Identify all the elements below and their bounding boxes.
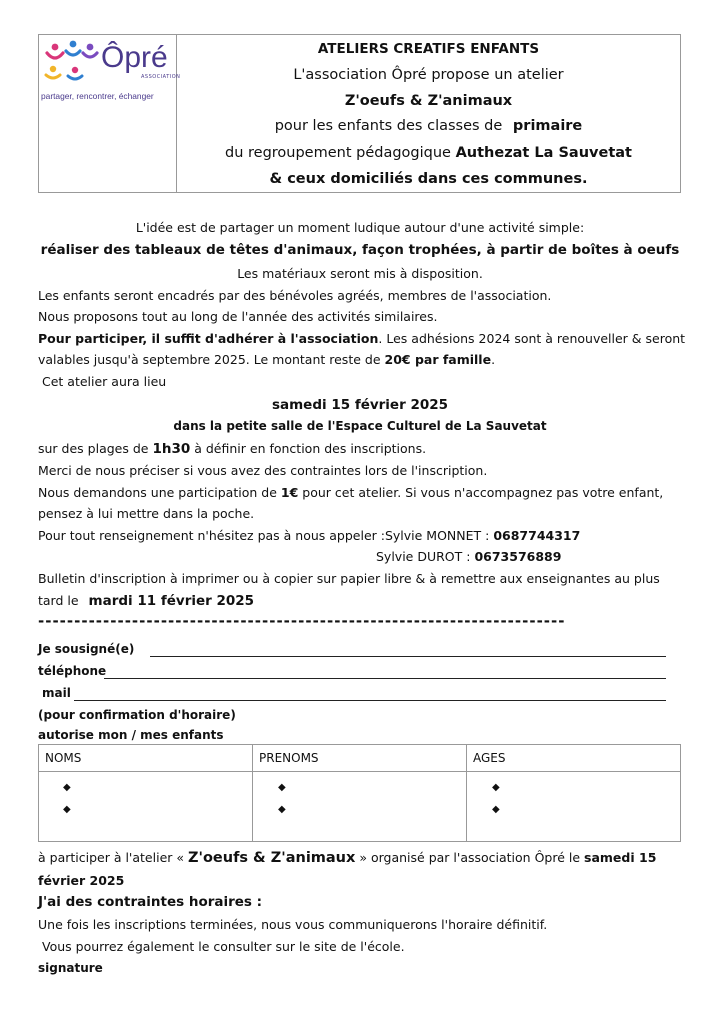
header-prenoms: PRENOMS — [259, 751, 319, 765]
deadline-date: mardi 11 février 2025 — [88, 593, 255, 609]
slots-line — [38, 441, 426, 457]
activity-text: réaliser des tableaux de têtes d'animaux, façon trophées, à partir de boîtes à oeufs — [40, 242, 680, 258]
workshop-pre: à participer à l'atelier « — [38, 850, 185, 865]
bullet-icon: ◆ — [492, 804, 500, 815]
logo-name: Ôpré — [101, 41, 168, 74]
event-place: dans la petite salle de l'Espace Culturel de La Sauvetat — [173, 419, 547, 433]
mail-fill-line[interactable] — [74, 700, 666, 701]
constraints-text: Merci de nous préciser si vous avez des contraintes lors de l'inscription. — [38, 463, 488, 478]
logo-cell — [39, 35, 181, 192]
header-text — [177, 35, 680, 192]
signature-label: signature — [38, 961, 103, 975]
contact1-phone: 0687744317 — [493, 528, 581, 543]
fee-post: pour cet atelier. Si vous n'accompagnez pas votre enfant, — [302, 485, 664, 500]
col-ages — [466, 745, 681, 841]
header-rule — [467, 771, 681, 772]
phone-fill-line[interactable] — [104, 678, 666, 679]
header-regroupement-towns: Authezat La Sauvetat — [455, 145, 632, 161]
constraints-title: J'ai des contraintes horaires : — [38, 894, 263, 910]
website-info: Vous pourrez également le consulter sur le site de l'école. — [42, 939, 405, 954]
participate-line — [38, 331, 685, 346]
slots-pre: sur des plages de — [38, 441, 149, 456]
bulletin-text: Bulletin d'inscription à imprimer ou à copier sur papier libre & à remettre aux enseignantes au plus — [38, 571, 660, 586]
header-ages: AGES — [473, 751, 506, 765]
bullet-icon: ◆ — [63, 782, 71, 793]
authorize-text: autorise mon / mes enfants — [38, 728, 224, 742]
logo-subtitle: ASSOCIATION — [141, 74, 181, 80]
materials-text: Les matériaux seront mis à disposition. — [237, 266, 483, 281]
bullet-icon: ◆ — [63, 804, 71, 815]
valid-text: valables jusqu'à septembre 2025. Le montant reste de — [38, 352, 381, 367]
workshop-date-2: février 2025 — [38, 873, 125, 888]
workshop-mid: » organisé par l'association Ôpré le — [359, 850, 581, 865]
contact2-phone: 0673576889 — [474, 549, 562, 564]
workshop-line — [38, 850, 656, 866]
label-name: Je sousigné(e) — [38, 642, 135, 656]
fee-pre: Nous demandons une participation de — [38, 485, 277, 500]
slots-duration: 1h30 — [152, 441, 191, 457]
participate-bold: Pour participer, il suffit d'adhérer à l'association — [38, 331, 379, 346]
amount-text: 20€ par famille — [384, 352, 492, 367]
bullet-icon: ◆ — [278, 804, 286, 815]
intro-text: L'idée est de partager un moment ludique autour d'une activité simple: — [135, 220, 585, 235]
header-line-residents: & ceux domiciliés dans ces communes. — [269, 171, 588, 187]
final-info: Une fois les inscriptions terminées, nous vous communiquerons l'horaire définitif. — [38, 917, 548, 932]
fee-line — [38, 485, 663, 500]
workshop-name: Z'oeufs & Z'animaux — [188, 850, 356, 866]
header-workshop-name: Z'oeufs & Z'animaux — [344, 93, 513, 109]
header-box — [38, 34, 681, 193]
header-classes-level: primaire — [512, 118, 583, 134]
proposal-text: Nous proposons tout au long de l'année des activités similaires. — [38, 309, 438, 324]
bullet-icon: ◆ — [278, 782, 286, 793]
valid-period: . — [491, 352, 496, 367]
col-noms — [39, 745, 252, 841]
header-line-regroupement — [177, 145, 680, 161]
label-mail: mail — [42, 686, 71, 700]
cut-line: ------------------------------------------------------------------------- — [38, 612, 566, 630]
valid-line — [38, 352, 495, 367]
confirm-note: (pour confirmation d'horaire) — [38, 708, 236, 722]
children-table — [38, 744, 681, 842]
logo-tagline: partager, rencontrer, échanger — [41, 91, 154, 101]
col-prenoms — [252, 745, 467, 841]
opre-logo-icon — [43, 39, 103, 83]
header-classes-text: pour les enfants des classes de — [274, 118, 503, 134]
contact2-name: Sylvie DUROT : — [376, 549, 471, 564]
header-title: ATELIERS CREATIFS ENFANTS — [317, 41, 540, 57]
supervision-text: Les enfants seront encadrés par des bénévoles agréés, membres de l'association. — [38, 288, 552, 303]
header-regroupement-text: du regroupement pédagogique — [225, 145, 451, 161]
participate-rest: . Les adhésions 2024 sont à renouveller & seront — [378, 331, 686, 346]
atelier-lieu-text: Cet atelier aura lieu — [42, 374, 167, 389]
deadline-line — [38, 593, 254, 609]
header-noms: NOMS — [45, 751, 82, 765]
bullet-icon: ◆ — [492, 782, 500, 793]
header-rule — [39, 771, 252, 772]
event-date: samedi 15 février 2025 — [271, 397, 449, 413]
deadline-pre: tard le — [38, 593, 79, 608]
label-phone: téléphone — [38, 664, 107, 678]
header-line-association: L'association Ôpré propose un atelier — [293, 67, 564, 83]
header-line-classes — [177, 118, 680, 134]
fee-amount: 1€ — [280, 485, 299, 500]
name-fill-line[interactable] — [150, 656, 666, 657]
workshop-date-1: samedi 15 — [584, 850, 657, 865]
slots-post: à définir en fonction des inscriptions. — [194, 441, 427, 456]
contact-line-1 — [38, 528, 580, 543]
contact-line-2 — [376, 549, 561, 564]
pocket-text: pensez à lui mettre dans la poche. — [38, 506, 255, 521]
contact-pre: Pour tout renseignement n'hésitez pas à nous appeler :Sylvie MONNET : — [38, 528, 490, 543]
header-rule — [253, 771, 467, 772]
